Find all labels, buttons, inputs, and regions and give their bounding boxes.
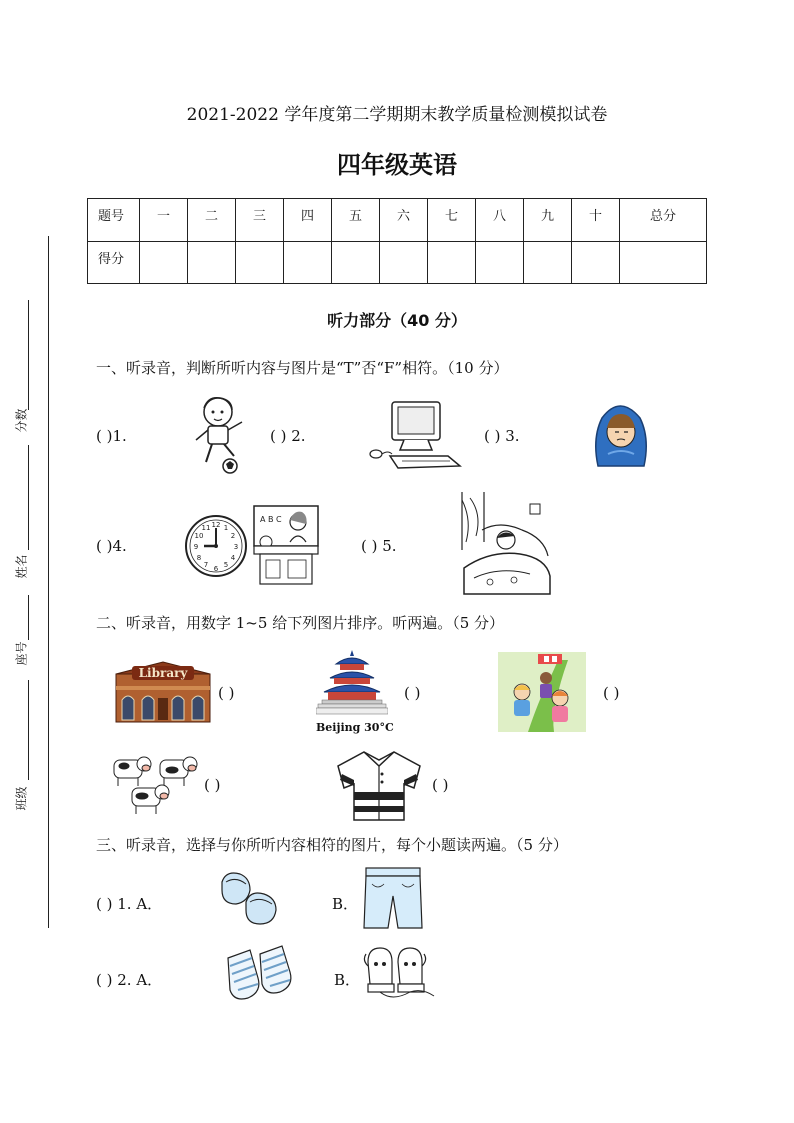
svg-text:1: 1 bbox=[223, 524, 229, 532]
children-walking-park-icon bbox=[498, 652, 586, 732]
col-5: 五 bbox=[332, 199, 380, 242]
part2-blank3[interactable]: ( ) bbox=[603, 684, 620, 702]
col-9: 九 bbox=[524, 199, 572, 242]
svg-text:7: 7 bbox=[203, 561, 209, 569]
slippers-icon bbox=[216, 868, 282, 928]
svg-text:6: 6 bbox=[213, 565, 219, 573]
classroom-teacher-icon bbox=[250, 502, 322, 588]
col-1: 一 bbox=[140, 199, 188, 242]
part3-q2[interactable]: ( ) 2. A． bbox=[96, 971, 163, 989]
score-cell[interactable] bbox=[284, 241, 332, 284]
score-cell[interactable] bbox=[572, 241, 620, 284]
svg-text:11: 11 bbox=[201, 524, 211, 532]
beijing-caption: Beijing 30°C bbox=[316, 721, 394, 734]
question-number-label: 题号 bbox=[88, 199, 140, 242]
part1-item2[interactable]: ( ) 2. bbox=[270, 427, 306, 445]
score-cell[interactable] bbox=[380, 241, 428, 284]
library-building-icon bbox=[112, 660, 214, 724]
socks-icon bbox=[220, 944, 298, 1006]
score-cell[interactable] bbox=[140, 241, 188, 284]
col-4: 四 bbox=[284, 199, 332, 242]
svg-text:2: 2 bbox=[230, 532, 236, 540]
score-cell[interactable] bbox=[428, 241, 476, 284]
score-row-label: 得分 bbox=[88, 241, 140, 284]
col-6: 六 bbox=[380, 199, 428, 242]
boy-waking-in-bed-icon bbox=[460, 490, 552, 596]
col-7: 七 bbox=[428, 199, 476, 242]
seat-label: 座号 bbox=[14, 641, 29, 666]
score-label: 分数 bbox=[14, 408, 29, 433]
shorts-icon bbox=[362, 866, 424, 932]
name-blank-line bbox=[28, 445, 29, 550]
mittens-icon bbox=[362, 944, 440, 1004]
score-cell[interactable] bbox=[188, 241, 236, 284]
part2-blank1[interactable]: ( ) bbox=[218, 684, 235, 702]
clock-icon bbox=[184, 514, 248, 578]
part1-item3[interactable]: ( ) 3. bbox=[484, 427, 520, 445]
svg-text:10: 10 bbox=[194, 532, 204, 540]
score-cell[interactable] bbox=[524, 241, 572, 284]
score-cell[interactable] bbox=[620, 241, 707, 284]
col-2: 二 bbox=[188, 199, 236, 242]
svg-text:3: 3 bbox=[233, 543, 239, 551]
col-10: 十 bbox=[572, 199, 620, 242]
part2-blank4[interactable]: ( ) bbox=[204, 776, 221, 794]
binding-margin-line bbox=[48, 236, 49, 928]
svg-text:12: 12 bbox=[211, 521, 221, 529]
name-label: 姓名 bbox=[14, 554, 29, 579]
score-cell[interactable] bbox=[236, 241, 284, 284]
exam-title: 2021-2022 学年度第二学期期末教学质量检测模拟试卷 bbox=[186, 105, 608, 125]
temple-of-heaven-icon bbox=[316, 648, 388, 716]
part1-item5[interactable]: ( ) 5. bbox=[361, 537, 397, 555]
class-label: 班级 bbox=[14, 786, 29, 811]
seat-blank-line bbox=[28, 595, 29, 640]
cold-girl-blanket-icon bbox=[588, 398, 654, 470]
exam-subtitle: 四年级英语 bbox=[337, 151, 457, 179]
svg-text:5: 5 bbox=[223, 561, 229, 569]
cows-icon bbox=[110, 750, 202, 820]
part2-instruction: 二、听录音，用数字 1~5 给下列图片排序。听两遍。（5 分） bbox=[96, 614, 505, 632]
svg-text:4: 4 bbox=[230, 554, 236, 562]
part1-instruction: 一、听录音，判断所听内容与图片是“T”否“F”相符。（10 分） bbox=[96, 359, 509, 377]
class-blank-line bbox=[28, 680, 29, 780]
library-sign: Library bbox=[138, 666, 188, 680]
svg-text:9: 9 bbox=[193, 543, 199, 551]
score-cell[interactable] bbox=[332, 241, 380, 284]
score-table bbox=[87, 198, 707, 284]
col-total: 总分 bbox=[620, 199, 707, 242]
part3-q2-b[interactable]: B． bbox=[334, 971, 361, 989]
part2-blank5[interactable]: ( ) bbox=[432, 776, 449, 794]
col-8: 八 bbox=[476, 199, 524, 242]
part3-instruction: 三、听录音，选择与你所听内容相符的图片，每个小题读两遍。（5 分） bbox=[96, 836, 568, 854]
part1-item4[interactable]: ( )4. bbox=[96, 537, 127, 555]
part3-q1-b[interactable]: B． bbox=[332, 895, 359, 913]
svg-text:8: 8 bbox=[196, 554, 202, 562]
svg-text:A B C: A B C bbox=[260, 515, 282, 524]
striped-jacket-icon bbox=[334, 748, 424, 822]
col-3: 三 bbox=[236, 199, 284, 242]
listening-heading: 听力部分（40 分） bbox=[327, 311, 467, 330]
part2-blank2[interactable]: ( ) bbox=[404, 684, 421, 702]
score-cell[interactable] bbox=[476, 241, 524, 284]
computer-icon bbox=[368, 398, 464, 472]
boy-playing-football-icon bbox=[188, 394, 248, 476]
part1-item1[interactable]: ( )1. bbox=[96, 427, 127, 445]
part3-q1[interactable]: ( ) 1. A． bbox=[96, 895, 163, 913]
